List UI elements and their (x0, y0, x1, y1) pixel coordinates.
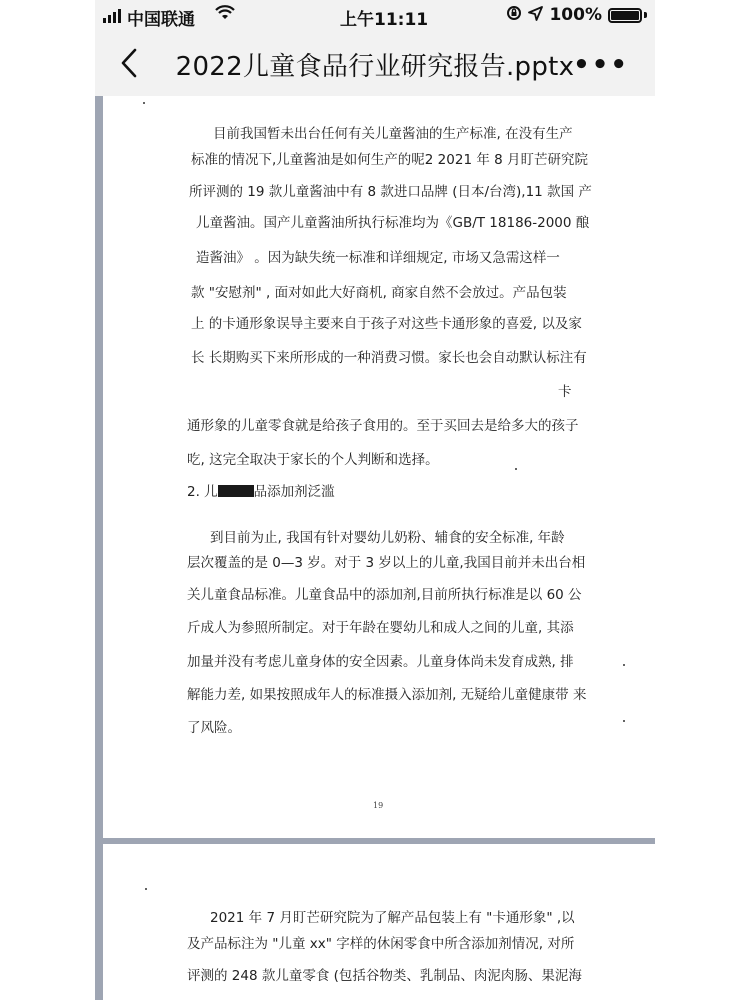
document-page (103, 96, 655, 838)
text-line: 卡 (558, 384, 572, 400)
more-options-icon[interactable]: ••• (573, 50, 629, 80)
text-line: 标准的情况下,儿童酱油是如何生产的呢2 2021 年 8 月盯芒研究院 (191, 152, 588, 168)
speck-mark (145, 888, 147, 890)
page-edge (95, 844, 103, 1000)
document-title: 2022儿童食品行业研究报告.pptx (175, 52, 575, 82)
text-line: 加量并没有考虑儿童身体的安全因素。儿童身体尚未发育成熟, 排 (187, 654, 574, 670)
text-line: 层次覆盖的是 0—3 岁。对于 3 岁以上的儿童,我国目前并未出台相 (187, 555, 586, 571)
text-line: 上 的卡通形象误导主要来自于孩子对这些卡通形象的喜爱, 以及家 (191, 316, 582, 332)
text-line: 吃, 这完全取决于家长的个人判断和选择。 (187, 452, 439, 468)
heading-prefix: 2. 儿 (187, 484, 218, 500)
text-line: 关儿童食品标准。儿童食品中的添加剂,目前所执行标准是以 60 公 (187, 587, 582, 603)
speck-mark (143, 102, 145, 104)
page-number: 19 (373, 801, 384, 810)
status-bar (95, 0, 655, 32)
text-line: 所评测的 19 款儿童酱油中有 8 款进口品牌 (日本/台湾),11 款国 产 (189, 184, 592, 200)
battery-tip-icon (644, 12, 647, 18)
carrier-label: 中国联通 (127, 10, 195, 30)
text-line: 款 "安慰剂" , 面对如此大好商机, 商家自然不会放过。产品包装 (191, 285, 567, 301)
wifi-icon (215, 5, 235, 25)
battery-percent: 100% (549, 5, 602, 25)
redaction-mark (218, 485, 254, 497)
text-line: 及产品标注为 "儿童 xx" 字样的休闲零食中所含添加剂情况, 对所 (187, 936, 575, 952)
page-edge (95, 96, 103, 838)
speck-mark (623, 720, 625, 722)
text-line: 斤成人为参照所制定。对于年龄在婴幼儿和成人之间的儿童, 其添 (187, 620, 574, 636)
back-chevron-icon[interactable] (115, 46, 145, 80)
signal-strength-icon (103, 9, 121, 23)
text-line: 长 长期购买下来所形成的一种消费习惯。家长也会自动默认标注有 (191, 350, 587, 366)
text-line: 儿童酱油。国产儿童酱油所执行标准均为《GB/T 18186-2000 酿 (196, 215, 590, 231)
text-line: 目前我国暂未出台任何有关儿童酱油的生产标准, 在没有生产 (213, 126, 573, 142)
orientation-lock-icon (506, 5, 522, 25)
text-line: 通形象的儿童零食就是给孩子食用的。至于买回去是给多大的孩子 (187, 418, 579, 434)
battery-icon (608, 8, 642, 23)
document-viewer[interactable] (95, 96, 655, 1000)
location-arrow-icon (528, 6, 543, 25)
section-heading (187, 480, 335, 500)
text-line: 造酱油》 。因为缺失统一标准和详细规定, 市场又急需这样一 (196, 250, 560, 266)
heading-suffix: 品添加剂泛滥 (253, 484, 335, 500)
text-line: 解能力差, 如果按照成年人的标准摄入添加剂, 无疑给儿童健康带 来 (187, 687, 587, 703)
clock-time: 上午11:11 (340, 10, 429, 30)
speck-mark (515, 468, 517, 470)
document-page (103, 844, 655, 1000)
text-line: 评测的 248 款儿童零食 (包括谷物类、乳制品、肉泥肉肠、果泥海 (187, 968, 582, 984)
text-line: 到目前为止, 我国有针对婴幼儿奶粉、辅食的安全标准, 年龄 (210, 530, 565, 546)
speck-mark (623, 664, 625, 666)
navigation-bar (95, 32, 655, 96)
text-line: 2021 年 7 月盯芒研究院为了解产品包装上有 "卡通形象" ,以 (210, 910, 575, 926)
text-line: 了风险。 (187, 720, 241, 736)
